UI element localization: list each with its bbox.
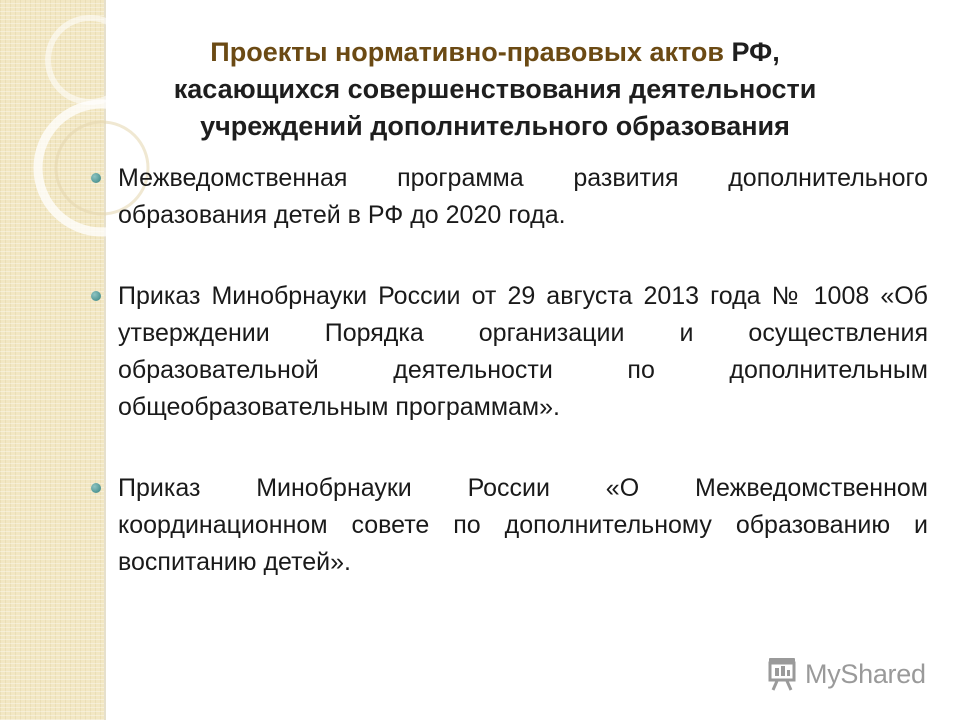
bullet-dot-icon: [91, 483, 101, 493]
title-line2: касающихся совершенствования деятельности: [173, 74, 817, 104]
bullet-dot-icon: [91, 173, 101, 183]
watermark-text: MyShared: [805, 658, 926, 689]
bullet-text: Приказ Минобрнауки России от 29 августа 2013 года № 1008 «Об утверждении Порядка организации и осуществления образовательной деятельности по дополнительным общеобразовательным программам».: [118, 282, 928, 421]
bullet-dot-icon: [91, 291, 101, 301]
bullet-list: [88, 160, 928, 581]
watermark[interactable]: [765, 652, 926, 696]
bullet-text: Межведомственная программа развития дополнительного образования детей в РФ до 2020 года.: [118, 164, 928, 229]
slide-title: [100, 34, 890, 145]
list-item: [88, 470, 928, 581]
title-line3: учреждений дополнительного образования: [200, 111, 790, 141]
title-line1-rest: РФ,: [724, 37, 780, 67]
presentation-board-icon: [765, 656, 799, 692]
title-accent-text: Проекты нормативно-правовых актов: [210, 37, 724, 67]
list-item: [88, 160, 928, 234]
bullet-text: Приказ Минобрнауки России «О Межведомственном координационном совете по дополнительному образованию и воспитанию детей».: [118, 474, 928, 576]
list-item: [88, 278, 928, 426]
